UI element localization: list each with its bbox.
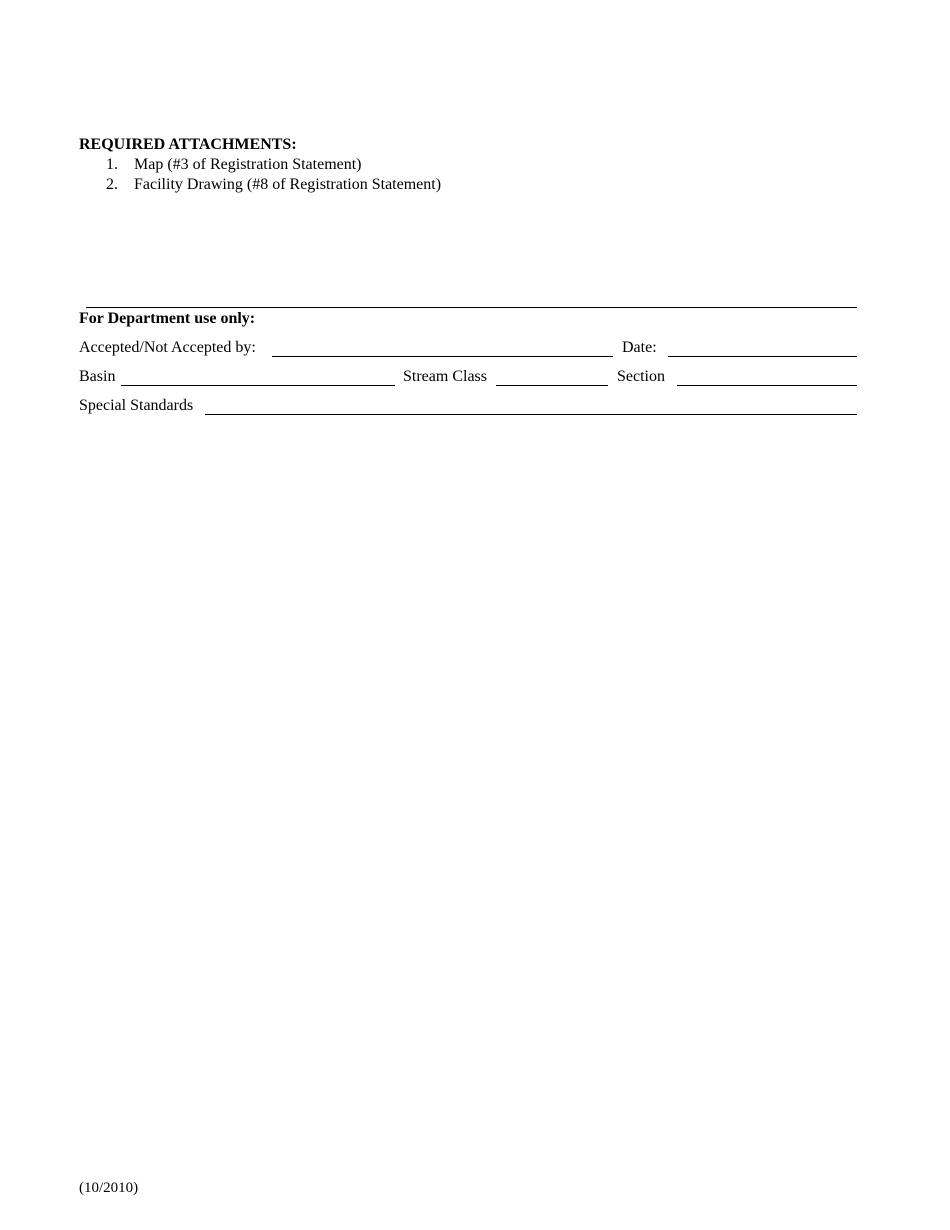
basin-label: Basin [79,368,116,385]
basin-field[interactable] [121,385,395,386]
special-standards-label: Special Standards [79,397,194,414]
date-field[interactable] [668,356,857,357]
date-label: Date: [622,339,657,356]
stream-class-field[interactable] [496,385,608,386]
special-standards-field[interactable] [205,414,857,415]
section-label: Section [617,368,665,385]
department-section-divider [86,307,857,308]
attachment-item-1-number: 1. [106,156,118,173]
revision-date: (10/2010) [79,1180,139,1196]
accepted-by-field[interactable] [272,356,613,357]
section-field[interactable] [677,385,857,386]
attachment-item-2-text: Facility Drawing (#8 of Registration Statement) [134,176,442,193]
attachment-item-2-number: 2. [106,176,118,193]
accepted-by-label: Accepted/Not Accepted by: [79,339,256,356]
required-attachments-heading: REQUIRED ATTACHMENTS: [79,136,297,153]
department-use-heading: For Department use only: [79,310,256,327]
stream-class-label: Stream Class [403,368,487,385]
attachment-item-1-text: Map (#3 of Registration Statement) [134,156,362,173]
